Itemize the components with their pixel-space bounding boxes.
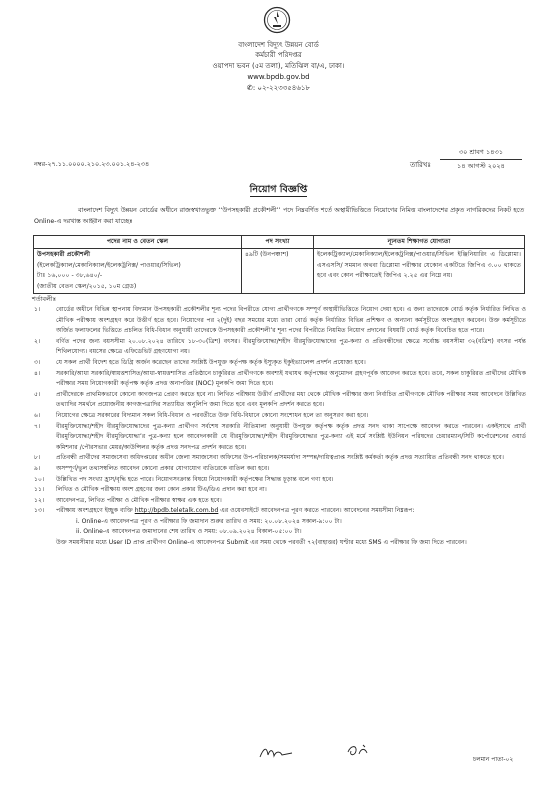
intro-paragraph: বাংলাদেশ বিদ্যুৎ উন্নয়ন বোর্ডের অধীনে রাজস্বখাতভুক্ত ‘‘উপসহকারী প্রকৌশলী’’ পদে নিম্নবর্ণিত শর্তে অস্থায়ীভিত্তিতে নিয়োগের নিমিত্ত বাংলাদেশের প্রকৃত নাগরিকদের নিকট হতে Online-এ দরখাস্ত আহ্বান করা যাচ্ছেঃ xyxy=(34,207,524,225)
post-table-header xyxy=(34,236,525,249)
qualification: ইলেকট্রিক্যাল/মেকানিক্যাল/ইলেকট্রনিক্স/পাওয়ার/সিভিল ইঞ্জিনিয়ারিং এ ডিপ্লোমা। এসএসসি/ সমমান অথবা ডিপ্লোমা পরীক্ষার যেকোন একটিতে জিপিএ ৩.০০ থাকতে হবে এবং কোন পরীক্ষাতেই জিপিএ ২.২৫ এর নিম্নে নয়। xyxy=(314,249,525,294)
condition-text: বর্ণিত পদের জন্য বয়সসীমা ২০.০৮.২০২৪ তারিখে ১৮-৩০(ত্রিশ) বৎসর। বীরমুক্তিযোদ্ধা/শহীদ বীরমুক্তিযোদ্ধাদের পুত্র-কন্যা ও প্রতিবন্ধীদের ক্ষেত্রে সর্বোচ্চ বয়সসীমা ৩২(বত্রিশ) বৎসর পর্যন্ত শিথিলযোগ্য। বয়সের ক্ষেত্রে এফিডেভিট গ্রহণযোগ্য নয়। xyxy=(56,337,526,356)
phone: ✆: ০২-২২৩৩৫৪৬১৮ xyxy=(246,84,310,92)
condition-item xyxy=(32,453,526,464)
initial-mark xyxy=(345,742,373,760)
apply-text-after: এর ওয়েবসাইটে আবেদনপত্র পূরণ করতে পারবেন। আবেদনের সময়সীমা নিম্নরূপ: xyxy=(218,507,415,515)
header-qualification: ন্যূনতম শিক্ষাগত যোগ্যতা xyxy=(314,236,525,249)
condition-number: ১। xyxy=(34,306,41,313)
website[interactable]: www.bpdb.gov.bd xyxy=(247,73,310,81)
condition-number: ৭। xyxy=(34,422,41,430)
post-pay: টাঃ ১৬,০০০ - ৩৮,৬৪০/- xyxy=(37,272,103,279)
condition-item xyxy=(32,485,526,496)
date-label: তারিখঃ xyxy=(410,161,431,169)
condition-number: ১৩। xyxy=(34,507,45,515)
application-link[interactable]: http://bpdb.teletalk.com.bd xyxy=(134,507,219,515)
condition-item xyxy=(32,369,526,390)
sms-fee-note: উক্ত সময়সীমার মধ্যে User ID প্রাপ্ত প্রার্থীগণ Online-এ আবেদনপত্র Submit এর সময় থেকে পরবর্তী ৭২(বাহাত্তর) ঘণ্টার মধ্যে SMS এ পরীক্ষার ফি জমা দিতে পারবেন। xyxy=(56,539,467,547)
post-name-cell xyxy=(34,249,242,294)
condition-text: অসম্পূর্ণ/ভুল তথ্যসম্বলিত আবেদন কোনো প্রকার যোগাযোগ ব্যতিরেকে বাতিল করা হবে। xyxy=(56,464,270,472)
post-name: উপসহকারী প্রকৌশলী xyxy=(37,251,91,258)
continued-note: চলমান পাতা-০২ xyxy=(473,756,514,763)
condition-item xyxy=(32,337,526,358)
condition-number: ১১। xyxy=(34,486,45,494)
condition-item xyxy=(32,464,526,475)
header-post-count: পদ সংখ্যা xyxy=(242,236,314,249)
condition-text: আবেদনপত্র, লিখিত পরীক্ষা ও মৌখিক পরীক্ষার স্বাক্ষর এক হতে হবে। xyxy=(56,496,222,504)
condition-item xyxy=(32,496,526,507)
condition-item xyxy=(32,411,526,422)
office-address: ওয়াপদা ভবন (৫ম তলা), মতিঝিল বা/এ, ঢাকা। xyxy=(212,62,345,70)
condition-number: ১০। xyxy=(34,475,45,483)
notice-title-text: নিয়োগ বিজ্ঞপ্তি xyxy=(249,184,308,195)
signature-mark xyxy=(258,745,294,761)
condition-text: বোর্ডের অধীনে বিভিন্ন স্থাপনায় বিদ্যমান উপসহকারী প্রকৌশলীর শূন্য পদের বিপরীতে যোগ্য প্রার্থীগণকে সম্পূর্ণ অস্থায়ীভিত্তিতে নিয়োগ দেয়া হবে। এ জন্য তাদেরকে বোর্ড কর্তৃক নির্ধারিত লিখিত ও মৌখিক পরীক্ষায় অংশগ্রহণ করে উত্তীর্ণ হতে হবে। নিয়োগের পর ২(দুই) বছর সময়ের মধ্যে তারা বোর্ড কর্তৃক নির্ধারিত বিভিন্ন প্রশিক্ষণ ও অন্যান্য কর্মসূচীতে অংশগ্রহণ করবেন। উক্ত কর্মসূচীতে অর্জিত ফলাফলের ভিত্তিতে প্রচলিত বিধি-বিধান অনুযায়ী তাদেরকে উপসহকারী প্রকৌশলী’র শূন্য পদের বিপরীতে নিয়মিত নিয়োগ প্রদানের বিষয়টি বোর্ড কর্তৃক বিবেচিত হতে পারে। xyxy=(56,306,526,335)
condition-text: উল্লিখিত পদ সংখ্যা হ্রাস/বৃদ্ধি হতে পারে। নিয়োগসংক্রান্ত বিষয়ে নিয়োগকারী কর্তৃপক্ষের সিদ্ধান্ত চূড়ান্ত বলে গণ্য হবে। xyxy=(56,475,334,483)
dept-name: কর্মচারী পরিদপ্তর xyxy=(255,51,302,59)
condition-text xyxy=(56,506,526,548)
condition-text: লিখিত ও মৌখিক পরীক্ষায় অংশ গ্রহণের জন্য কোন প্রকার টিএ/ডিএ প্রদান করা হবে না। xyxy=(56,486,267,494)
post-discipline: (ইলেকট্রিক্যাল/মেকানিক্যাল/ইলেকট্রনিক্স/ পাওয়ার/সিভিল) xyxy=(37,261,181,269)
condition-number: ৫। xyxy=(34,390,41,398)
condition-number: ৩। xyxy=(34,358,41,366)
post-count: ৪৯টি (উনপঞ্চাশ) xyxy=(242,249,314,294)
notice-title xyxy=(0,183,557,198)
condition-item xyxy=(32,305,526,337)
condition-text: প্রতিবন্ধী প্রার্থীদের সমাজসেবা অধিদপ্তরের অধীন জেলা সমাজসেবা অফিসের উপ-পরিচালক/সমমর্যাদা সম্পন্ন/দায়িত্বপ্রাপ্ত সংশ্লিষ্ট কর্মকর্তা কর্তৃক প্রদত্ত সত্যায়িত প্রতিবন্ধী সনদ থাকতে হবে। xyxy=(56,454,504,462)
conditions-title: শর্তাবলীঃ xyxy=(32,295,56,303)
date-bangla: ৩০ শ্রাবণ ১৪৩১ xyxy=(458,148,504,156)
condition-number: ১২। xyxy=(34,496,45,504)
condition-text: সরকারি/আধা সরকারি/স্বায়ত্তশাসিত/আধা-স্বায়ত্তশাসিত প্রতিষ্ঠানে চাকুরিরত প্রার্থীগণকে অবশ্যই যথাযথ কর্তৃপক্ষের অনুমোদন গ্রহণপূর্বক আবেদন করতে হবে। তবে, সকল চাকুরিরত প্রার্থীদের মৌখিক পরীক্ষার সময় নিয়োগকারী কর্তৃপক্ষ কর্তৃক প্রদত্ত অনাপত্তির (NOC) মূলকপি জমা দিতে হবে। xyxy=(56,369,526,388)
condition-item xyxy=(32,358,526,369)
post-pay-scale: (জাতীয় বেতন স্কেল/২০১৫, ১০ম গ্রেড) xyxy=(37,282,137,290)
conditions-list xyxy=(32,305,526,549)
post-table-row xyxy=(34,249,525,294)
schedule-start: i. Online-এ আবেদনপত্র পূরণ ও পরীক্ষার ফি জমাদান শুরুর তারিখ ও সময়: ২০.০৮.২০২৪ সকাল-৯:০০ টা। xyxy=(76,517,342,525)
condition-text: যে সকল প্রার্থী বিদেশ হতে ডিগ্রি অর্জন করেছেন তাদের সংশ্লিষ্ট উপযুক্ত কর্তৃপক্ষ কর্তৃক ইস্যুকৃত ইকুইভ্যালেন্স প্রদর্শন প্রযোজ্য হবে। xyxy=(56,358,366,366)
bpdb-logo xyxy=(263,6,291,34)
condition-item xyxy=(32,475,526,486)
condition-text: নিয়োগের ক্ষেত্রে সরকারের বিদ্যমান সকল বিধি-বিধান ও পরবর্তীতে উক্ত বিধি-বিধানে কোনো সংশোধন হলে তা অনুসরণ করা হবে। xyxy=(56,411,369,419)
condition-number: ৮। xyxy=(34,454,41,462)
condition-text: বীরমুক্তিযোদ্ধা/শহীদ বীরমুক্তিযোদ্ধাদের পুত্র-কন্যা প্রার্থীগণ সর্বশেষ সরকারি নীতিমালা অনুযায়ী উপযুক্ত কর্তৃপক্ষ কর্তৃক প্রদত্ত সনদ থাকা সাপেক্ষে আবেদন করতে পারবেন। একইসাথে প্রার্থী বীরমুক্তিযোদ্ধা/শহীদ বীরমুক্তিযোদ্ধা’র পুত্র-কন্যা হলে আবেদনকারী যে বীরমুক্তিযোদ্ধা/শহীদ বীরমুক্তিযোদ্ধার পুত্র-কন্যা এই মর্মে সংশ্লিষ্ট ইউনিয়ন পরিষদের চেয়ারম্যান/সিটি কর্পোরেশনের ওয়ার্ড কমিশনার /পৌরসভার মেয়র/কাউন্সিলর কর্তৃক প্রদত্ত সনদপত্র প্রদর্শন করতে হবে। xyxy=(56,422,526,451)
condition-text: প্রার্থীদেরকে প্রাথমিকভাবে কোনো কাগজপত্র প্রেরণ করতে হবে না। লিখিত পরীক্ষায় উত্তীর্ণ প্রার্থীদের মধ্য থেকে মৌখিক পরীক্ষার জন্য নির্বাচিত প্রার্থীগণকে মৌখিক পরীক্ষার সময় আবেদনে উল্লিখিত তথ্যাদির সমর্থনে প্রয়োজনীয় কাগজপত্রাদির সত্যায়িত অনুলিপি জমা দিতে হবে এবং মূলকপি প্রদর্শন করতে হবে। xyxy=(56,390,526,409)
condition-number: ৬। xyxy=(34,411,41,419)
condition-item xyxy=(32,422,526,454)
condition-item xyxy=(32,506,526,548)
header-post-name: পদের নাম ও বেতন স্কেল xyxy=(34,236,242,249)
schedule-end: ii. Online-এ আবেদনপত্র জমাদানের শেষ তারিখ ও সময়: ০৮.০৯.২০২৪ বিকাল-০৫:০০ টা। xyxy=(76,528,302,536)
condition-number: ৪। xyxy=(34,369,41,377)
org-name: বাংলাদেশ বিদ্যুৎ উন্নয়ন বোর্ড xyxy=(238,41,319,49)
memo-number: নম্বর-২৭.১১.০০০০.২১০.২৩.০০১.২৪-২৩৪ xyxy=(34,160,150,168)
condition-item xyxy=(32,390,526,411)
post-table xyxy=(33,235,525,294)
condition-number: ৯। xyxy=(34,464,41,472)
condition-number: ২। xyxy=(34,337,41,345)
date-english: ১৪ আগস্ট ২০২৪ xyxy=(457,162,505,170)
date-box xyxy=(440,146,522,173)
apply-text-before: পরীক্ষায় অংশগ্রহণে ইচ্ছুক ব্যক্তি xyxy=(56,507,135,515)
